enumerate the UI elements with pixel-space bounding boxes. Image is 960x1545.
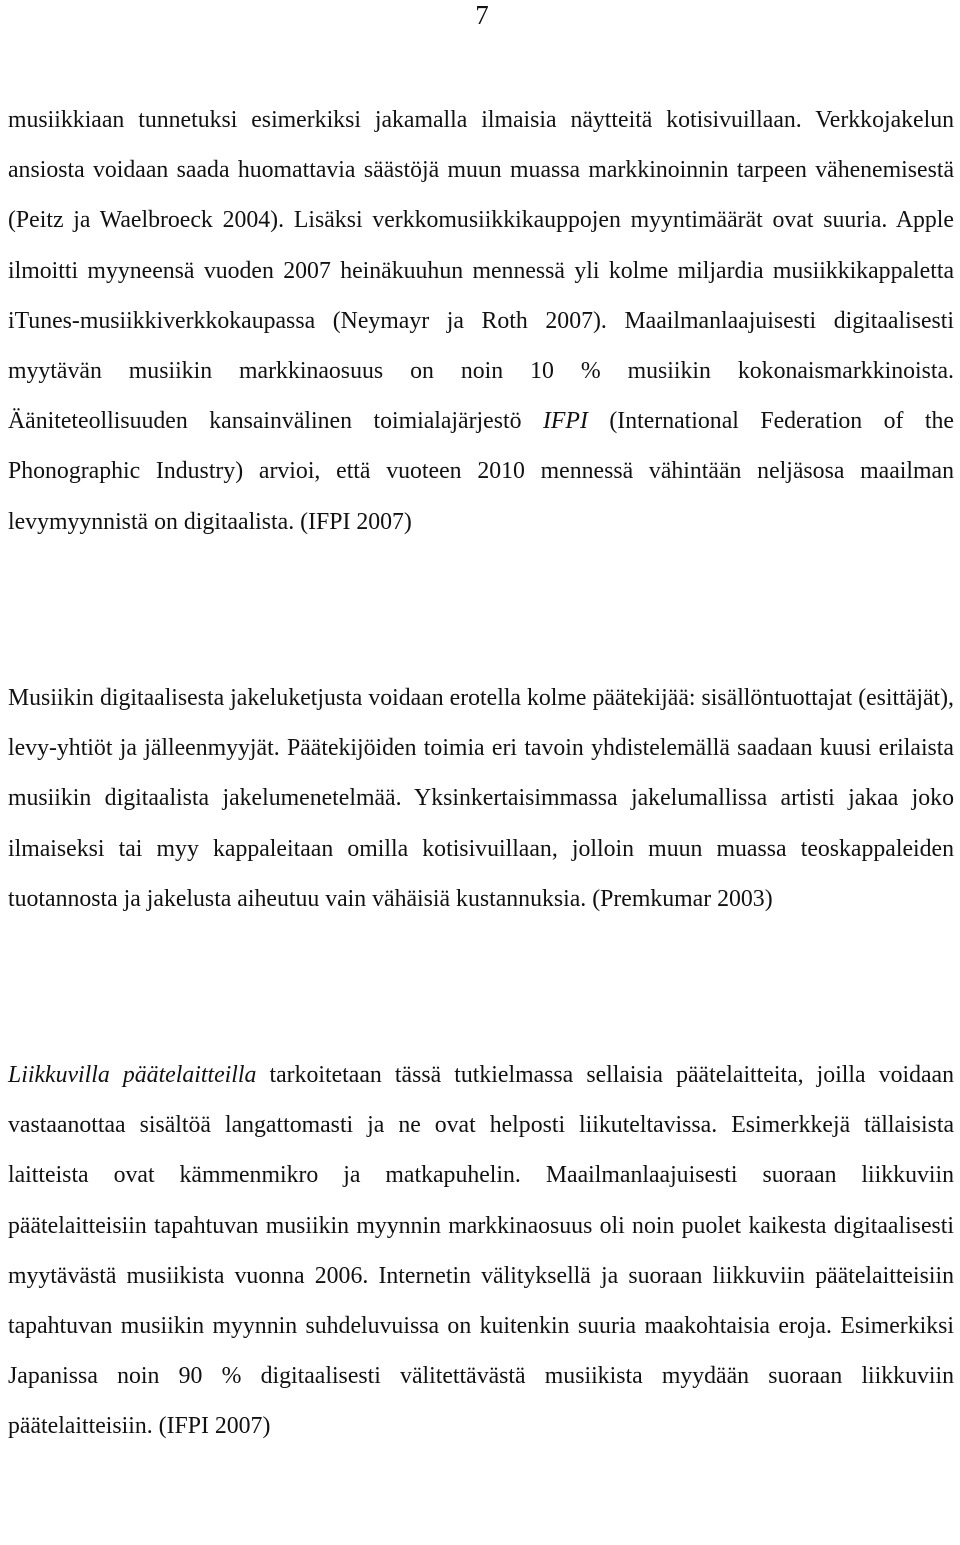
sentence: Ääniteteollisuuden kansainvälinen toimialajärjestö [8,408,522,435]
sentence: Maailmanlaajuisesti suoraan liikkuviin päätelaitteisiin tapahtuvan musiikin myynnin markkinaosuus oli noin puolet kaikesta digitaalisesti myytävästä musiikista vuonna 2006. [8,1162,954,1289]
sentence: tarkoitetaan tässä tutkielmassa sellaisia päätelaitteita, joilla voidaan vastaanottaa sisältöä langattomasti ja ne ovat helposti liikuteltavissa. [8,1062,955,1139]
sentence: Esimerkiksi Japanissa noin 90 % digitaalisesti välitettävästä musiikista myydään suoraan liikkuviin päätelaitteisiin. [8,1313,954,1440]
body-paragraph-1 [8,95,954,547]
sentence: Maailmanlaajuisesti digitaalisesti myytävän musiikin markkinaosuus on noin 10 % musiikin kokonaismarkkinoista. [8,307,954,385]
sentence: musiikkiaan tunnetuksi esimerkiksi jakamalla ilmaisia näytteitä kotisivuillaan. [8,107,802,133]
sentence: Esimerkkejä tällaisista laitteista ovat kämmenmikro ja matkapuhelin. [8,1112,955,1189]
page-number: 7 [475,0,489,30]
sentence: Yksinkertaisimmassa jakelumallissa artisti jakaa joko ilmaiseksi tai myy kappaleitaan omilla kotisivuillaan, jolloin muun muassa teoskappaleiden tuotannosta ja jakelusta aiheutuu vain vähäisiä kustannuksia. [8,785,954,912]
body-paragraph-2 [8,673,954,924]
citation: (IFPI 2007) [300,508,412,535]
sentence: Musiikin digitaalisesta jakeluketjusta voidaan erotella kolme päätekijää: sisällöntuottajat (esittäjät), levy-yhtiöt ja jälleenmyyjät. [8,685,954,762]
sentence: Päätekijöiden toimia eri tavoin yhdistelemällä saadaan kuusi erilaista musiikin digitaalista jakelumenetelmää. [8,735,954,812]
italic-term-ifpi: IFPI [542,408,588,435]
italic-term-mobile-devices: Liikkuvilla päätelaitteilla [8,1062,257,1088]
sentence: (International Federation of the Phonographic Industry) arvioi, että vuoteen 2010 mennessä vähintään neljäsosa maailman levymyynnistä on digitaalista. [8,408,954,535]
sentence: Verkkojakelun ansiosta voidaan saada huomattavia säästöjä muun muassa markkinoinnin tarpeen vähenemisestä (Peitz ja Waelbroeck 2004). [8,107,955,234]
citation: (Premkumar 2003) [592,885,773,912]
body-paragraph-3 [8,1050,954,1452]
citation: (IFPI 2007) [158,1413,271,1440]
sentence: Lisäksi verkkomusiikkikauppojen myyntimäärät ovat suuria. [293,207,888,234]
sentence: Apple ilmoitti myyneensä vuoden 2007 heinäkuuhun mennessä yli kolme miljardia musiikkikappaletta iTunes-musiikkiverkkokaupassa (Neymayr ja Roth 2007). [8,207,954,334]
sentence: Internetin välityksellä ja suoraan liikkuviin päätelaitteisiin tapahtuvan musiikin myynnin suhdeluvuissa on kuitenkin suuria maakohtaisia eroja. [8,1262,954,1340]
